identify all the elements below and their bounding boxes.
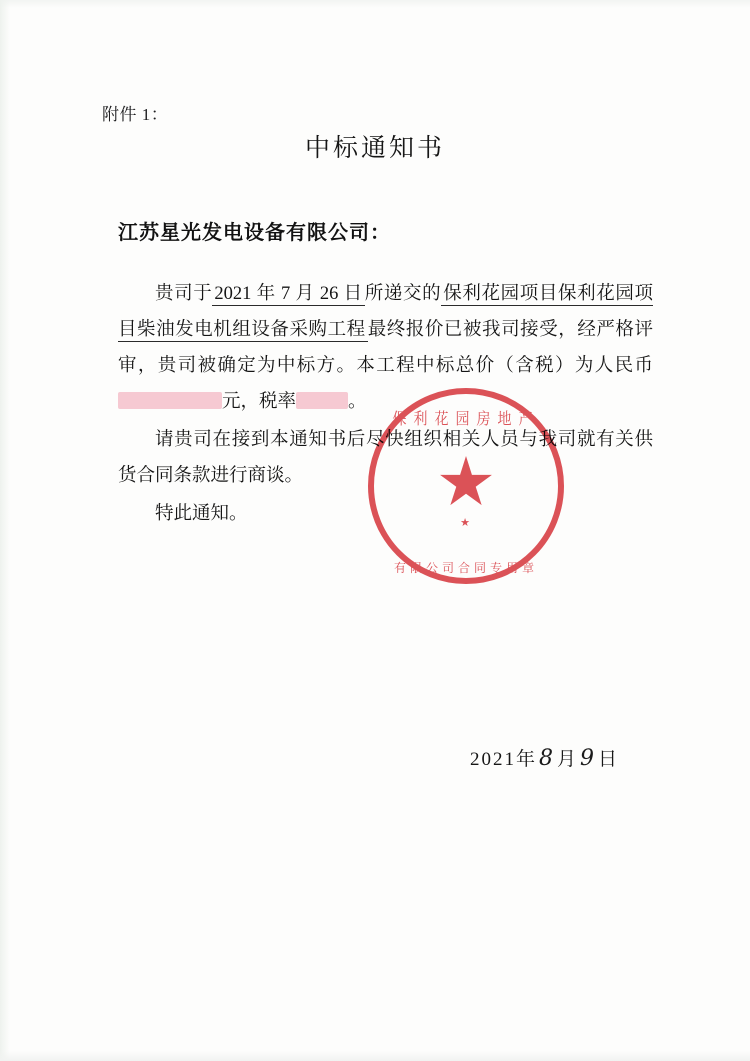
submission-date: 2021 年 7 月 26 日 (214, 284, 363, 304)
paragraph1-lead: 贵司于 (155, 284, 213, 304)
seal-bottom-text: 有限公司合同专用章 (393, 561, 538, 575)
project-name: 保利花园项目保利花园项目柴油发电机组设备采购工程 (118, 284, 653, 340)
date-year-unit: 年 (516, 749, 538, 770)
signature-date (470, 744, 619, 771)
seal-mid-text: ★ (460, 517, 472, 529)
attachment-label: 附件 1： (102, 105, 169, 124)
redacted-amount (118, 392, 222, 409)
paragraph1-tail: 。 (348, 392, 367, 412)
date-day-unit: 日 (598, 749, 620, 770)
page-title: 中标通知书 (304, 135, 445, 162)
seal-graphic (368, 388, 578, 598)
paragraph-negotiation: 请贵司在接到本通知书后尽快组织相关人员与我司就有关供货合同条款进行商谈。 (118, 430, 653, 486)
paragraph1-mid1: 所递交的 (364, 284, 442, 304)
redacted-tax-rate (296, 392, 348, 409)
date-year: 2021 (470, 749, 516, 770)
scan-edge-bottom (0, 1051, 750, 1061)
seal-top-text: 保利花园房地产 (392, 411, 540, 429)
date-month: 8 (539, 746, 556, 771)
date-month-unit: 月 (557, 749, 579, 770)
date-day: 9 (580, 746, 597, 771)
scan-edge-top (0, 0, 750, 8)
addressee-line: 江苏星光发电设备有限公司： (118, 222, 391, 244)
paragraph-closing: 特此通知。 (155, 504, 248, 524)
paragraph1-mid2: 最终报价已被我司接受，经严格评审，贵司被确定为中标方。本工程中标总价（含税）为人民币 (118, 320, 653, 376)
paragraph1-mid3: 元，税率 (222, 392, 297, 412)
